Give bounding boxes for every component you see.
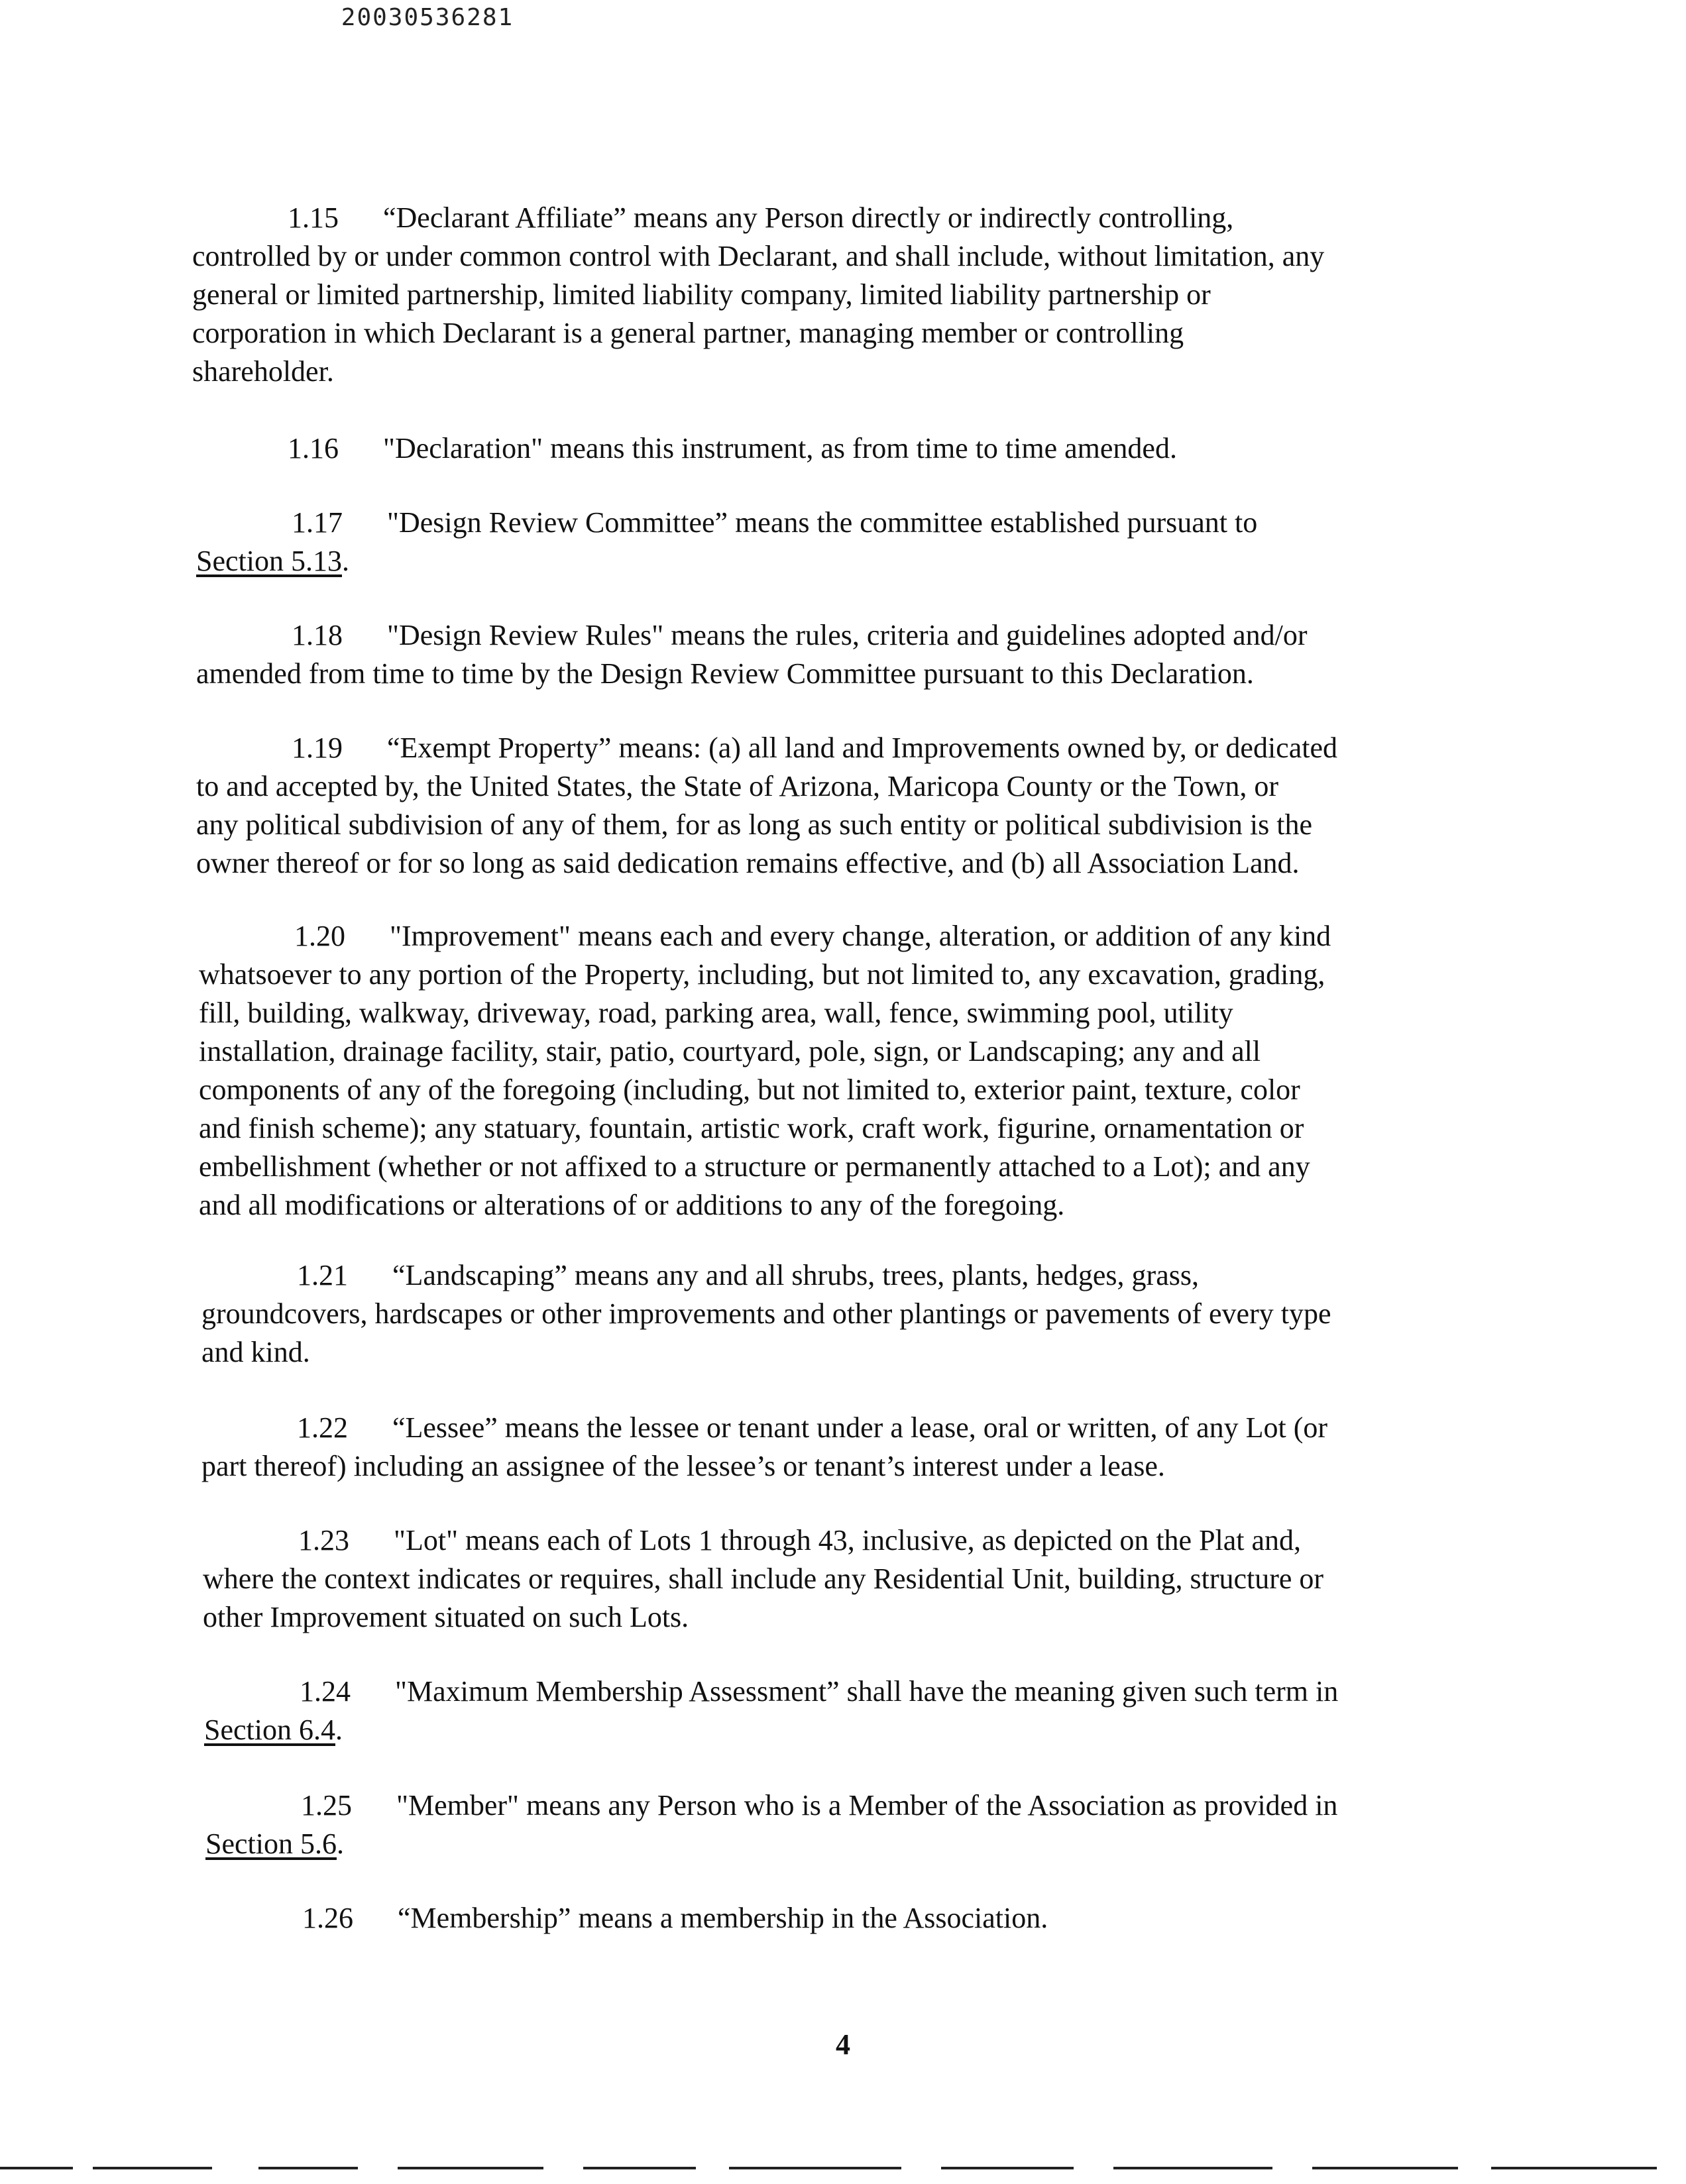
scan-artifact-line [93,2167,212,2169]
scan-artifact-line [729,2167,901,2169]
section-text-line: "Lot" means each of Lots 1 through 43, inclusive, as depicted on the Plat and, [394,1524,1302,1556]
section-text-line: where the context indicates or requires, shall include any Residential Unit, building, structure or [203,1562,1324,1595]
section-number: 1.23 [298,1524,349,1556]
section-text-line: controlled by or under common control with Declarant, and shall include, without limitation, any [192,240,1325,272]
section-text-line: owner thereof or for so long as said dedication remains effective, and (b) all Association Land. [196,847,1300,879]
section-1-22 [201,1409,1327,1486]
section-number: 1.25 [301,1789,352,1822]
section-1-19 [196,729,1337,883]
scan-artifact-line [1113,2167,1272,2169]
section-text-line: "Member" means any Person who is a Member of the Association as provided in [396,1789,1338,1822]
section-1-16 [192,429,1177,468]
section-number: 1.21 [297,1259,348,1291]
section-number: 1.19 [292,732,343,764]
section-1-26 [207,1899,1048,1938]
scan-artifact-line [398,2167,543,2169]
section-number: 1.16 [288,432,339,464]
section-reference-link[interactable]: Section 5.6 [205,1828,337,1860]
section-1-15 [192,199,1324,391]
section-text-line: to and accepted by, the United States, the State of Arizona, Maricopa County or the Town, or [196,770,1279,802]
section-text-line: “Landscaping” means any and all shrubs, trees, plants, hedges, grass, [392,1259,1199,1291]
section-number: 1.15 [288,201,339,234]
section-1-23 [203,1521,1323,1637]
scan-artifact-line [1312,2167,1458,2169]
section-reference-link[interactable]: Section 6.4 [204,1714,335,1746]
section-text-line: “Lessee” means the lessee or tenant under a lease, oral or written, of any Lot (or [392,1411,1328,1444]
section-text-line: “Membership” means a membership in the Association. [398,1902,1048,1934]
section-1-24 [204,1672,1338,1749]
section-text-line: “Exempt Property” means: (a) all land and Improvements owned by, or dedicated [387,732,1337,764]
section-number: 1.20 [294,920,345,952]
section-1-17 [196,504,1257,580]
section-text-line: "Declaration" means this instrument, as from time to time amended. [383,432,1177,464]
section-text-line: “Declarant Affiliate” means any Person directly or indirectly controlling, [383,201,1234,234]
section-text-line: "Design Review Committee” means the committee established pursuant to [387,506,1258,539]
document-number: 20030536281 [341,4,514,31]
section-text-line: general or limited partnership, limited liability company, limited liability partnership or [192,278,1211,311]
section-text-line: whatsoever to any portion of the Property, including, but not limited to, any excavation, grading, [199,958,1325,991]
section-text-line: "Maximum Membership Assessment” shall have the meaning given such term in [395,1675,1339,1708]
section-1-21 [201,1256,1331,1372]
section-text-line: groundcovers, hardscapes or other improvements and other plantings or pavements of every type [201,1297,1331,1330]
section-text-line: amended from time to time by the Design Review Committee pursuant to this Declaration. [196,657,1254,690]
section-number: 1.24 [300,1675,351,1708]
section-text-line: and finish scheme); any statuary, fountain, artistic work, craft work, figurine, ornamentation or [199,1112,1304,1144]
section-text-line: and kind. [201,1336,310,1368]
scan-artifact-line [583,2167,696,2169]
scan-artifact-line [1491,2167,1657,2169]
page-number: 4 [836,2028,850,2061]
section-text-line: embellishment (whether or not affixed to a structure or permanently attached to a Lot); and any [199,1150,1310,1183]
section-text-line: "Improvement" means each and every change, alteration, or addition of any kind [390,920,1331,952]
section-text-line: components of any of the foregoing (including, but not limited to, exterior paint, texture, color [199,1073,1300,1106]
section-text-line: part thereof) including an assignee of the lessee’s or tenant’s interest under a lease. [201,1450,1165,1482]
section-text-line: other Improvement situated on such Lots. [203,1601,689,1633]
section-text-line: corporation in which Declarant is a general partner, managing member or controlling [192,317,1184,349]
section-ref-punctuation: . [336,1828,344,1860]
section-number: 1.26 [302,1902,353,1934]
section-text-line: fill, building, walkway, driveway, road, parking area, wall, fence, swimming pool, utility [199,997,1233,1029]
section-text-line: installation, drainage facility, stair, patio, courtyard, pole, sign, or Landscaping; any and all [199,1035,1261,1067]
scan-artifact-line [941,2167,1074,2169]
scan-artifact-line [258,2167,358,2169]
section-ref-punctuation: . [341,545,349,577]
section-1-25 [205,1786,1337,1863]
section-ref-punctuation: . [335,1714,343,1746]
section-text-line: and all modifications or alterations of or additions to any of the foregoing. [199,1189,1065,1221]
section-reference-link[interactable]: Section 5.13 [196,545,342,577]
section-1-20 [199,917,1331,1225]
section-text-line: shareholder. [192,355,334,388]
section-number: 1.22 [297,1411,348,1444]
scan-artifact-line [0,2167,73,2169]
section-number: 1.18 [292,619,343,651]
section-text-line: any political subdivision of any of them, for as long as such entity or political subdivision is the [196,808,1312,841]
section-1-18 [196,616,1308,693]
section-text-line: "Design Review Rules" means the rules, criteria and guidelines adopted and/or [387,619,1308,651]
section-number: 1.17 [292,506,343,539]
